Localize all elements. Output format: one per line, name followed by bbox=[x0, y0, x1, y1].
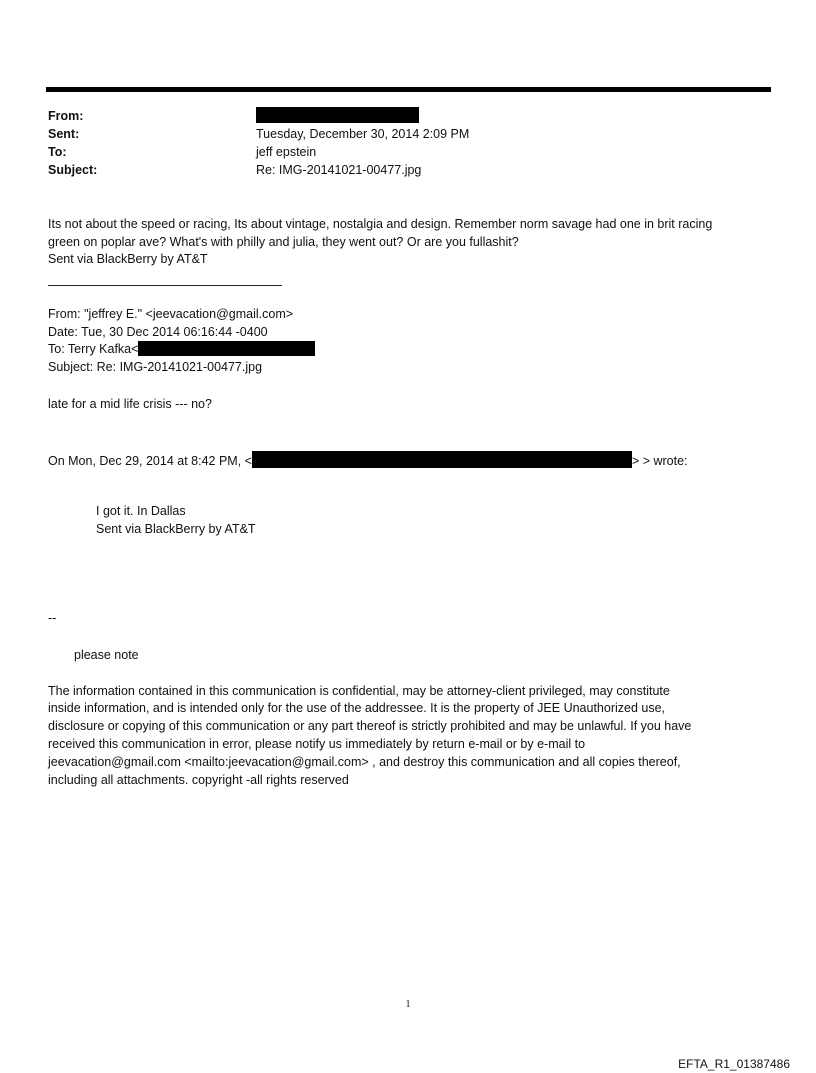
from-label: From: bbox=[48, 109, 84, 123]
subject-label: Subject: bbox=[48, 163, 98, 177]
attribution-redaction bbox=[252, 451, 632, 468]
to-label: To: bbox=[48, 145, 67, 159]
attribution-suffix: > > wrote: bbox=[631, 454, 688, 468]
quoted-date: Date: Tue, 30 Dec 2014 06:16:44 -0400 bbox=[48, 325, 268, 339]
disclaimer-line-3: disclosure or copying of this communication or any part thereof is strictly prohibited and may be unlawful. If you have bbox=[48, 719, 692, 733]
reply-line-2: green on poplar ave? What's with philly and julia, they went out? Or are you fullashit? bbox=[48, 235, 519, 249]
attribution-prefix: On Mon, Dec 29, 2014 at 8:42 PM, < bbox=[48, 454, 252, 468]
quoted-body: late for a mid life crisis --- no? bbox=[48, 397, 212, 411]
quoted-to-text: To: Terry Kafka< bbox=[48, 342, 139, 356]
quote-separator bbox=[48, 285, 282, 286]
disclaimer-line-1: The information contained in this communication is confidential, may be attorney-client privileged, may constitute bbox=[48, 684, 670, 698]
page-number: 1 bbox=[405, 999, 411, 1010]
attribution-line bbox=[48, 451, 688, 470]
to-value: jeff epstein bbox=[256, 145, 317, 159]
inner-line-2: Sent via BlackBerry by AT&T bbox=[96, 522, 256, 536]
disclaimer-line-2: inside information, and is intended only for the use of the addressee. It is the property of JEE Unauthorized use, bbox=[48, 701, 666, 715]
quoted-subject: Subject: Re: IMG-20141021-00477.jpg bbox=[48, 360, 263, 374]
inner-line-1: I got it. In Dallas bbox=[96, 504, 186, 518]
disclaimer-line-6: including all attachments. copyright -all rights reserved bbox=[48, 773, 349, 787]
sent-value: Tuesday, December 30, 2014 2:09 PM bbox=[256, 127, 470, 141]
reply-line-1: Its not about the speed or racing, Its about vintage, nostalgia and design. Remember norm savage had one in brit racing bbox=[48, 217, 713, 231]
quoted-from: From: "jeffrey E." <jeevacation@gmail.com> bbox=[48, 307, 294, 321]
reply-signature: Sent via BlackBerry by AT&T bbox=[48, 252, 208, 266]
disclaimer-line-4: received this communication in error, please notify us immediately by return e-mail or by e-mail to bbox=[48, 737, 586, 751]
document-id: EFTA_R1_01387486 bbox=[678, 1057, 790, 1071]
from-redaction bbox=[256, 107, 419, 123]
top-divider bbox=[46, 87, 771, 92]
signature-dashes: -- bbox=[48, 611, 57, 625]
quoted-to bbox=[48, 341, 315, 358]
subject-value: Re: IMG-20141021-00477.jpg bbox=[256, 163, 422, 177]
quoted-to-redaction bbox=[138, 341, 315, 356]
please-note: please note bbox=[74, 648, 139, 662]
disclaimer-line-5: jeevacation@gmail.com <mailto:jeevacation@gmail.com> , and destroy this communication and all copies thereof, bbox=[48, 755, 681, 769]
sent-label: Sent: bbox=[48, 127, 80, 141]
